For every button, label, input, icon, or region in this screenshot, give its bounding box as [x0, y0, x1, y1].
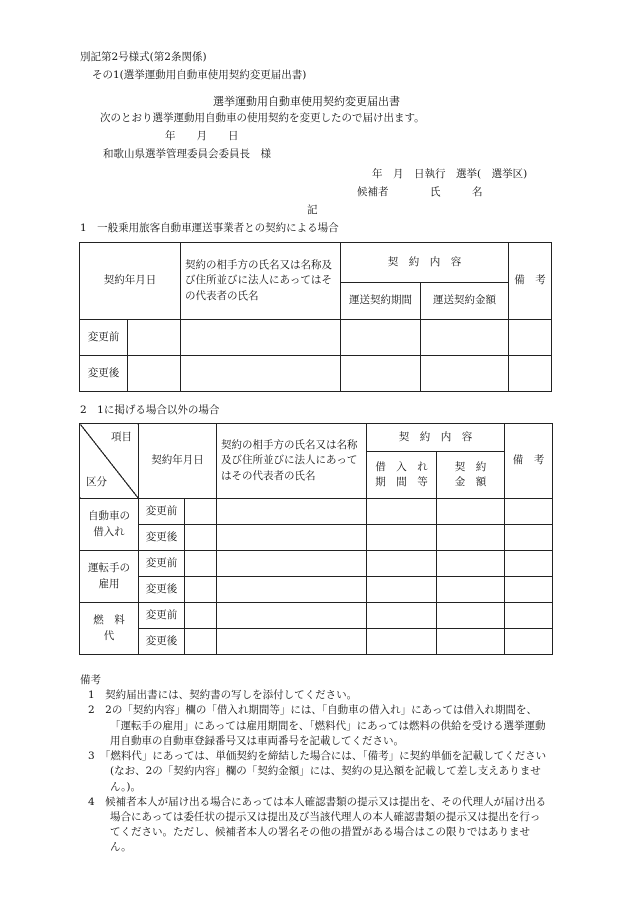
document-title: 選挙運動用自動車使用契約変更届出書: [213, 95, 400, 108]
note-item: 3 「燃料代」にあっては、単価契約を締結した場合には、「備考」に契約単価を記載してください(なお、2の「契約内容」欄の「契約金額」には、契約の見込額を記載して差し支えありません。)。: [88, 750, 547, 793]
s2-cell[interactable]: [217, 577, 367, 603]
s2-cell[interactable]: [437, 551, 505, 577]
s2-cell[interactable]: [367, 603, 437, 629]
s2-cell[interactable]: [505, 629, 553, 655]
s2-row-after: 変更後: [139, 577, 185, 603]
s1-cell[interactable]: [341, 356, 421, 392]
submission-date: 年 月 日: [165, 130, 239, 142]
table-row: [80, 551, 553, 577]
s1-cell[interactable]: [128, 320, 181, 356]
s2-cat-fuel: 燃 料 代: [80, 603, 139, 655]
s2-cell[interactable]: [217, 525, 367, 551]
s1-cell[interactable]: [421, 320, 509, 356]
s2-cat-car-line1: 自動車の: [88, 510, 130, 523]
s2-col-period-line1: 借 入 れ: [375, 460, 428, 473]
s2-cell[interactable]: [437, 629, 505, 655]
table-row: [80, 356, 552, 392]
s2-cell[interactable]: [217, 551, 367, 577]
s2-cell[interactable]: [437, 525, 505, 551]
table-row: [80, 320, 552, 356]
s2-cell[interactable]: [367, 551, 437, 577]
s2-cell[interactable]: [185, 525, 217, 551]
s1-col-amount: 運送契約金額: [421, 283, 509, 320]
s2-cell[interactable]: [217, 629, 367, 655]
s2-cell[interactable]: [505, 603, 553, 629]
addressee: 和歌山県選挙管理委員会委員長 様: [103, 148, 271, 160]
ki-label: 記: [307, 204, 318, 216]
s2-cat-driver-line1: 運転手の: [88, 562, 130, 575]
table-row: [80, 603, 553, 629]
s2-cell[interactable]: [367, 499, 437, 525]
s2-row-before: 変更前: [139, 603, 185, 629]
s2-col-period: [367, 452, 437, 499]
name-label: 氏 名: [430, 186, 483, 198]
s1-col-party: 契約の相手方の氏名又は名称及び住所並びに法人にあってはその代表者の氏名: [181, 243, 341, 320]
notes-section: [80, 673, 550, 856]
s2-cell[interactable]: [367, 629, 437, 655]
s2-cell[interactable]: [367, 577, 437, 603]
s2-cell[interactable]: [505, 525, 553, 551]
s2-col-content: 契 約 内 容: [367, 424, 505, 452]
section1-table: [79, 242, 552, 392]
intro-text: 次のとおり選挙運動用自動車の使用契約を変更したので届け出ます。: [100, 112, 425, 124]
s1-cell[interactable]: [509, 320, 552, 356]
s2-row-before: 変更前: [139, 499, 185, 525]
s2-col-party: 契約の相手方の氏名又は名称及び住所並びに法人にあってはその代表者の氏名: [217, 424, 367, 499]
s1-col-content: 契 約 内 容: [341, 243, 509, 283]
s2-row-before: 変更前: [139, 551, 185, 577]
s1-row-after: 変更後: [80, 356, 128, 392]
s2-cell[interactable]: [217, 603, 367, 629]
s2-cell[interactable]: [367, 525, 437, 551]
s2-cell[interactable]: [185, 577, 217, 603]
s2-cat-driver: [80, 551, 139, 603]
s2-cell[interactable]: [185, 499, 217, 525]
s1-col-remarks: 備 考: [509, 243, 552, 320]
s1-cell[interactable]: [421, 356, 509, 392]
section2-table: [79, 423, 553, 655]
s1-cell[interactable]: [128, 356, 181, 392]
table-row: [80, 499, 553, 525]
table-row: [80, 629, 553, 655]
s1-cell[interactable]: [509, 356, 552, 392]
table-row: [80, 525, 553, 551]
s2-cell[interactable]: [505, 577, 553, 603]
s2-cat-car: [80, 499, 139, 551]
section2-heading: 2 1に掲げる場合以外の場合: [80, 404, 220, 416]
form-number: 別記第2号様式(第2条関係): [80, 51, 207, 63]
s2-cell[interactable]: [437, 603, 505, 629]
note-item: 2 2の「契約内容」欄の「借入れ期間等」には、「自動車の借入れ」にあっては借入れ期間を、「運転手の雇用」にあっては雇用期間を、「燃料代」にあっては燃料の供給を受ける選挙運動用自動車の自動車登録番号又は車両番号を記載してください。: [88, 704, 546, 747]
form-subtitle: その1(選挙運動用自動車使用契約変更届出書): [92, 69, 307, 81]
s2-row-after: 変更後: [139, 629, 185, 655]
s2-cell[interactable]: [505, 499, 553, 525]
s2-col-remarks: 備 考: [505, 424, 553, 499]
s2-item-label: 項目: [111, 431, 132, 443]
notes-heading: 備考: [80, 674, 101, 686]
note-item: 1 契約届出書には、契約書の写しを添付してください。: [88, 689, 358, 702]
s2-cell[interactable]: [437, 499, 505, 525]
s1-row-before: 変更前: [80, 320, 128, 356]
s2-col-period-line2: 期 間 等: [375, 476, 428, 488]
s2-cell[interactable]: [185, 629, 217, 655]
table-row: [80, 577, 553, 603]
s2-category-label: 区分: [86, 475, 107, 488]
s1-cell[interactable]: [181, 320, 341, 356]
s2-cell[interactable]: [217, 499, 367, 525]
s2-col-amount-line1: 契 約: [454, 460, 487, 473]
s2-row-after: 変更後: [139, 525, 185, 551]
s2-cat-driver-line2: 雇用: [98, 577, 120, 590]
s2-cell[interactable]: [505, 551, 553, 577]
s1-col-date: 契約年月日: [80, 243, 181, 320]
s2-cat-car-line2: 借入れ: [93, 525, 125, 538]
s2-col-amount-line2: 金 額: [454, 476, 487, 488]
candidate-label: 候補者: [357, 186, 389, 198]
s1-cell[interactable]: [181, 356, 341, 392]
s2-cell[interactable]: [437, 577, 505, 603]
note-item: 4 候補者本人が届け出る場合にあっては本人確認書類の提示又は提出を、その代理人が届け出る場合にあっては委任状の提示又は提出及び当該代理人の本人確認書類の提示又は提出を行ってください。ただし、候補者本人の署名その他の措置がある場合はこの限りではありません。: [88, 795, 547, 854]
s2-cell[interactable]: [185, 551, 217, 577]
election-line: 年 月 日執行 選挙( 選挙区): [372, 168, 528, 180]
s2-cell[interactable]: [185, 603, 217, 629]
s2-header-diagonal: [80, 424, 139, 499]
s2-col-amount: [437, 452, 505, 499]
section1-heading: 1 一般乗用旅客自動車運送事業者との契約による場合: [80, 222, 339, 234]
s1-cell[interactable]: [341, 320, 421, 356]
s1-col-period: 運送契約期間: [341, 283, 421, 320]
s2-col-date: 契約年月日: [139, 424, 217, 499]
